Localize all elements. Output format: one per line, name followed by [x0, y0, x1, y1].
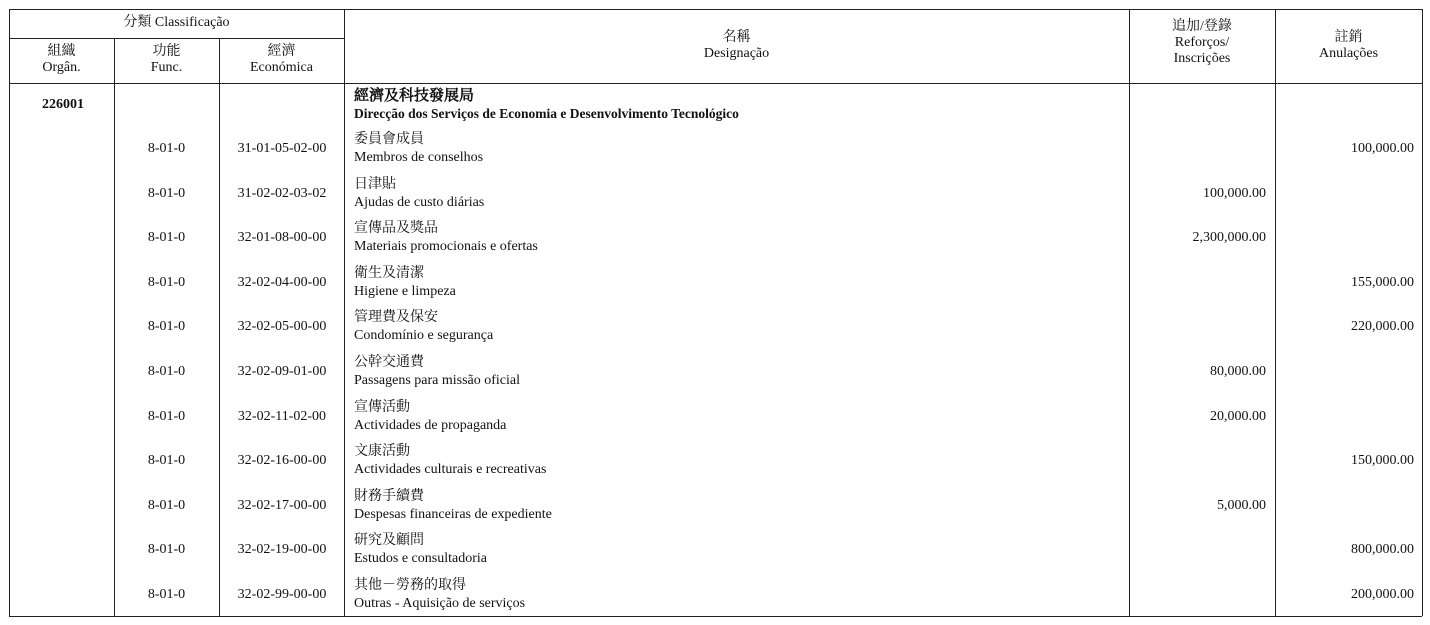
designation-zh: 其他－勞務的取得 — [354, 578, 466, 593]
table-row — [0, 353, 1430, 397]
designation-zh: 文康活動 — [354, 444, 410, 460]
func-code: 8-01-0 — [147, 587, 186, 602]
table-row — [0, 398, 1430, 442]
table-row — [0, 576, 1430, 620]
designation-zh: 管理費及保安 — [354, 310, 438, 326]
agency-name-zh: 經濟及科技發展局 — [354, 88, 475, 104]
organ-header-pt: Orgân. — [42, 60, 81, 75]
anulacoes-header-pt: Anulações — [1318, 46, 1379, 61]
econ-code: 32-02-11-02-00 — [237, 408, 327, 424]
func-code: 8-01-0 — [147, 453, 186, 469]
header-bottom-border — [9, 83, 1422, 84]
table-row — [0, 219, 1430, 263]
econ-header — [219, 44, 344, 76]
designation-zh: 研究及顧問 — [354, 533, 424, 549]
designation-pt: Higiene e limpeza — [354, 283, 456, 299]
reforcos-value: 2,300,000.00 — [1192, 230, 1266, 246]
reforcos-value: 80,000.00 — [1210, 364, 1266, 379]
func-code: 8-01-0 — [147, 230, 186, 246]
table-row — [0, 487, 1430, 531]
designation-zh: 公幹交通費 — [354, 355, 424, 370]
func-code: 8-01-0 — [147, 141, 186, 156]
reforcos-value: 20,000.00 — [1210, 408, 1266, 424]
econ-code: 32-02-99-00-00 — [237, 587, 327, 602]
table-row — [0, 264, 1430, 308]
designation-zh: 宣傳活動 — [354, 399, 410, 415]
agency-name-pt: Direcção dos Serviços de Economia e Desenvolvimento Tecnológico — [354, 106, 739, 121]
func-code: 8-01-0 — [147, 274, 186, 290]
designation-header-pt: Designação — [703, 46, 770, 61]
designation-pt: Materiais promocionais e ofertas — [354, 239, 538, 255]
table-row — [0, 442, 1430, 486]
table-row — [0, 130, 1430, 174]
designation-zh: 衛生及清潔 — [354, 265, 424, 281]
anulacoes-header-zh: 註銷 — [1334, 30, 1363, 45]
table-row — [0, 531, 1430, 575]
table-top-border — [9, 9, 1422, 10]
designation-pt: Actividades de propaganda — [354, 417, 507, 433]
reforcos-header — [1129, 19, 1275, 67]
func-code: 8-01-0 — [147, 364, 186, 379]
econ-code: 32-02-04-00-00 — [237, 274, 327, 290]
designation-pt: Passagens para missão oficial — [354, 373, 521, 388]
func-code: 8-01-0 — [147, 185, 186, 201]
anulacoes-value: 150,000.00 — [1351, 453, 1414, 469]
classification-divider — [9, 38, 344, 39]
anulacoes-header — [1275, 30, 1422, 62]
func-header-pt: Func. — [150, 60, 183, 75]
designation-zh: 日津貼 — [354, 176, 396, 192]
func-code: 8-01-0 — [147, 497, 186, 513]
organ-header-zh: 組織 — [47, 44, 76, 59]
reforcos-header-pt2: Inscrições — [1173, 51, 1231, 66]
designation-zh: 委員會成員 — [354, 132, 424, 147]
designation-pt: Despesas financeiras de expediente — [354, 506, 552, 522]
econ-header-pt: Económica — [250, 60, 313, 75]
econ-code: 32-02-05-00-00 — [237, 319, 327, 335]
func-code: 8-01-0 — [147, 542, 186, 558]
econ-code: 31-02-02-03-02 — [237, 185, 327, 201]
anulacoes-value: 220,000.00 — [1351, 319, 1414, 335]
designation-pt: Membros de conselhos — [354, 150, 484, 165]
econ-code: 32-01-08-00-00 — [237, 230, 327, 246]
func-header-zh: 功能 — [152, 44, 181, 59]
designation-zh: 宣傳品及獎品 — [354, 221, 438, 237]
designation-pt: Outras - Aquisição de serviços — [354, 596, 526, 611]
designation-pt: Condomínio e segurança — [354, 328, 494, 344]
reforcos-value: 5,000.00 — [1217, 497, 1266, 513]
reforcos-header-zh: 追加/登錄 — [1172, 19, 1232, 34]
func-code: 8-01-0 — [147, 408, 186, 424]
anulacoes-value: 155,000.00 — [1351, 274, 1414, 290]
organ-header — [9, 44, 114, 76]
anulacoes-value: 800,000.00 — [1351, 542, 1414, 558]
reforcos-value: 100,000.00 — [1203, 185, 1266, 201]
econ-code: 32-02-19-00-00 — [237, 542, 327, 558]
econ-code: 32-02-16-00-00 — [237, 453, 327, 469]
designation-pt: Estudos e consultadoria — [354, 551, 487, 567]
agency-title — [354, 88, 1114, 122]
reforcos-header-pt1: Reforços/ — [1174, 35, 1230, 50]
econ-header-zh: 經濟 — [267, 44, 296, 59]
anulacoes-value: 200,000.00 — [1351, 587, 1414, 602]
anulacoes-value: 100,000.00 — [1351, 141, 1414, 156]
designation-zh: 財務手續費 — [354, 488, 424, 504]
classification-header — [9, 15, 344, 31]
table-row — [0, 175, 1430, 219]
econ-code: 31-01-05-02-00 — [237, 141, 327, 156]
table-row — [0, 308, 1430, 352]
designation-pt: Actividades culturais e recreativas — [354, 462, 547, 478]
func-code: 8-01-0 — [147, 319, 186, 335]
designation-header — [344, 30, 1129, 62]
designation-pt: Ajudas de custo diárias — [354, 194, 485, 210]
organ-code: 226001 — [42, 97, 84, 112]
designation-header-zh: 名稱 — [722, 30, 751, 45]
classification-label: 分類 Classificação — [123, 15, 230, 30]
econ-code: 32-02-09-01-00 — [237, 364, 327, 379]
econ-code: 32-02-17-00-00 — [237, 497, 327, 513]
func-header — [114, 44, 219, 76]
